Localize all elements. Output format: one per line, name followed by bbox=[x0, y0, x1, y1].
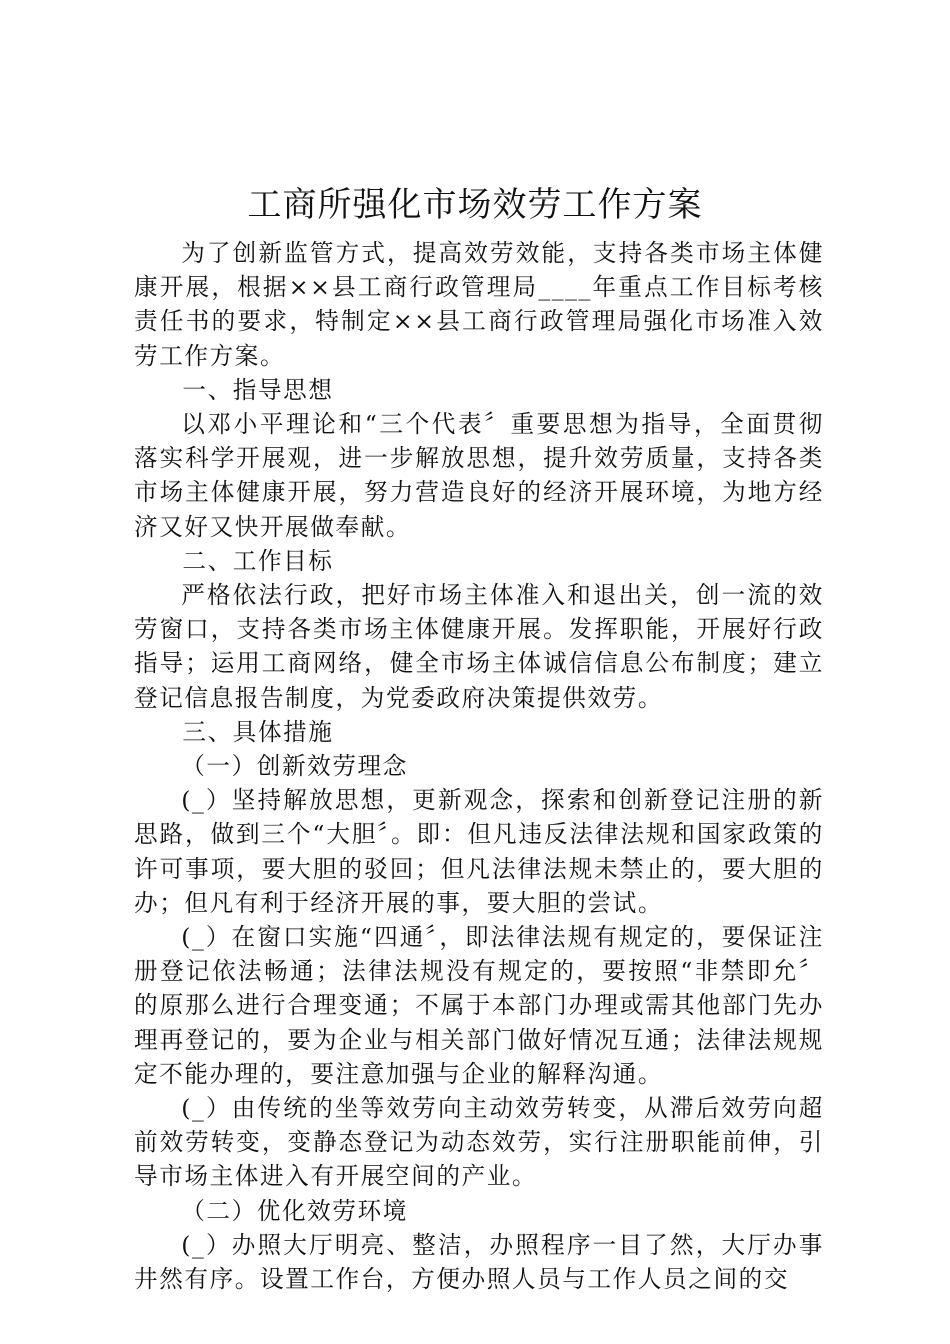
heading-specific-measures: 三、具体措施 bbox=[182, 717, 334, 746]
paragraph-measure-3: (_）由传统的坐等效劳向主动效劳转变，从滞后效劳向超前效劳转变，变静态登记为动态效劳，实行注册职能前伸，引导市场主体进入有开展空间的产业。 bbox=[134, 1094, 824, 1191]
paragraph-work-goals: 严格依法行政，把好市场主体准入和退出关，创一流的效劳窗口，支持各类市场主体健康开展。发挥职能，开展好行政指导；运用工商网络，健全市场主体诚信信息公布制度；建立登记信息报告制度，为党委政府决策提供效劳。 bbox=[134, 581, 824, 712]
paragraph-measure-2: (_）在窗口实施“四通〞，即法律法规有规定的，要保证注册登记依法畅通；法律法规没有规定的，要按照“非禁即允〞的原那么进行合理变通；不属于本部门办理或需其他部门先办理再登记的，要为企业与相关部门做好情况互通；法律法规规定不能办理的，要注意加强与企业的解释沟通。 bbox=[134, 923, 824, 1088]
subheading-service-concept: （一）创新效劳理念 bbox=[181, 752, 408, 781]
paragraph-measure-1: (_）坚持解放思想，更新观念，探索和创新登记注册的新思路，做到三个“大胆〞。即：但凡违反法律法规和国家政策的许可事项，要大胆的驳回；但凡法律法规未禁止的，要大胆的办；但凡有利于经济开展的事，要大胆的尝试。 bbox=[134, 786, 824, 917]
paragraph-intro: 为了创新监管方式，提高效劳效能，支持各类市场主体健康开展，根据××县工商行政管理局____年重点工作目标考核责任书的要求，特制定××县工商行政管理局强化市场准入效劳工作方案。 bbox=[134, 239, 824, 370]
heading-work-goals: 二、工作目标 bbox=[182, 546, 334, 575]
paragraph-guiding-thought: 以邓小平理论和“三个代表〞重要思想为指导，全面贯彻落实科学开展观，进一步解放思想，提升效劳质量，支持各类市场主体健康开展，努力营造良好的经济开展环境，为地方经济又好又快开展做奉献。 bbox=[134, 410, 824, 541]
document-body bbox=[134, 236, 824, 1296]
paragraph-environment-1: (_）办照大厅明亮、整洁，办照程序一目了然，大厅办事井然有序。设置工作台，方便办照人员与工作人员之间的交 bbox=[134, 1230, 824, 1294]
heading-guiding-thought: 一、指导思想 bbox=[182, 375, 334, 404]
subheading-service-environment: （二）优化效劳环境 bbox=[181, 1196, 408, 1225]
document-title: 工商所强化市场效劳工作方案 bbox=[247, 185, 703, 225]
